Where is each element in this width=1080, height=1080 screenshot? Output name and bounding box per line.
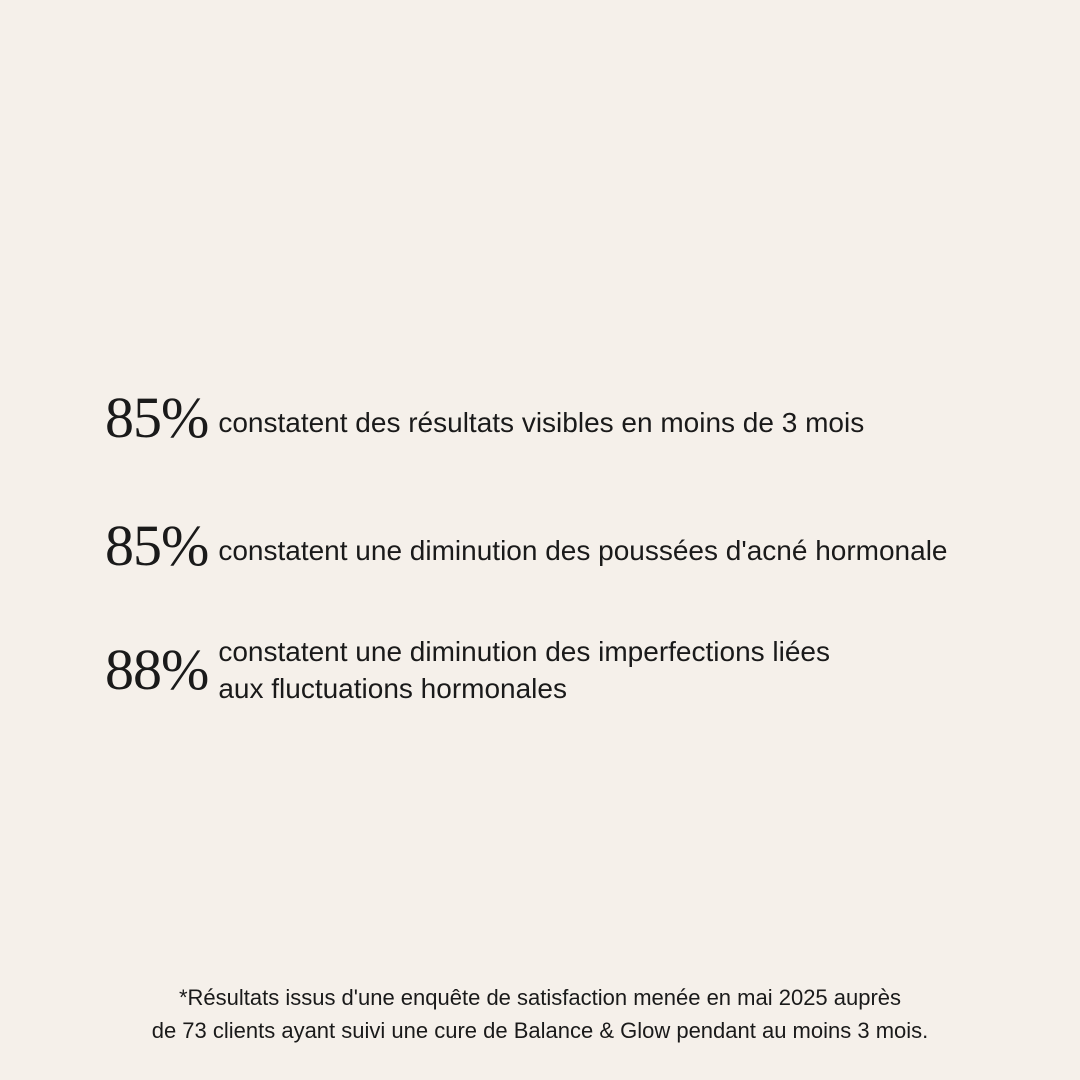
footnote-line: *Résultats issus d'une enquête de satisfaction menée en mai 2025 auprès (178, 985, 902, 1010)
stat-row (105, 383, 864, 453)
stat-description-line: constatent une diminution des imperfections liées (218, 636, 831, 667)
stat-description-line: aux fluctuations hormonales (218, 673, 567, 704)
stat-description (218, 524, 947, 569)
stat-percentage: 85% (105, 385, 209, 450)
stat-percentage: 88% (105, 637, 209, 702)
stat-description (218, 633, 830, 707)
stat-description-line: constatent des résultats visibles en moins de 3 mois (218, 406, 865, 438)
stat-row (105, 633, 830, 707)
footnote-line: de 73 clients ayant suivi une cure de Balance & Glow pendant au moins 3 mois. (151, 1018, 929, 1043)
stat-description-line: constatent une diminution des poussées d'acné hormonale (218, 534, 948, 566)
footnote (0, 981, 1080, 1047)
stat-row (105, 511, 948, 581)
stat-description (218, 396, 864, 441)
stat-percentage: 85% (105, 513, 209, 578)
